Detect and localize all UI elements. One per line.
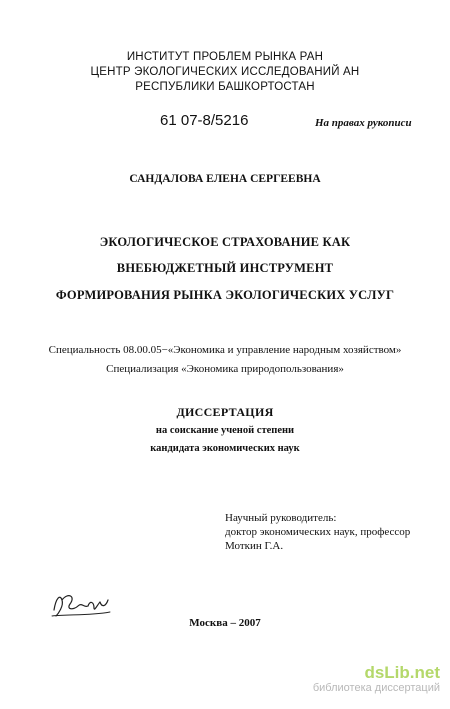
specialty-line: Специальность 08.00.05−«Экономика и управление народным хозяйством» [48,344,402,356]
title-line-3: ФОРМИРОВАНИЯ РЫНКА ЭКОЛОГИЧЕСКИХ УСЛУГ [55,288,395,302]
dissertation-heading: ДИССЕРТАЦИЯ [176,405,274,419]
institution-line-1: ИНСТИТУТ ПРОБЛЕМ РЫНКА РАН [126,51,324,63]
dissertation-degree-line: на соискание ученой степени [155,425,295,436]
manuscript-rights-note: На правах рукописи [315,117,412,129]
watermark-logo: dsLib.net [364,663,440,682]
registry-number-stamp: 61 07-8/5216 [160,112,249,129]
title-line-2: ВНЕБЮДЖЕТНЫЙ ИНСТРУМЕНТ [116,261,334,275]
institution-line-2: ЦЕНТР ЭКОЛОГИЧЕСКИХ ИССЛЕДОВАНИЙ АН [90,66,360,78]
advisor-name: Моткин Г.А. [225,540,284,552]
watermark-tagline: библиотека диссертаций [312,682,440,694]
institution-line-3: РЕСПУБЛИКИ БАШКОРТОСТАН [135,81,315,93]
title-line-1: ЭКОЛОГИЧЕСКОЕ СТРАХОВАНИЕ КАК [99,235,351,249]
advisor-degree: доктор экономических наук, профессор [225,526,411,538]
dissertation-field-line: кандидата экономических наук [150,443,300,454]
city-year: Москва – 2007 [189,617,261,629]
advisor-label: Научный руководитель: [225,512,337,524]
author-name: САНДАЛОВА ЕЛЕНА СЕРГЕЕВНА [129,173,321,185]
specialization-line: Специализация «Экономика природопользования» [106,363,344,375]
watermark [313,664,440,695]
